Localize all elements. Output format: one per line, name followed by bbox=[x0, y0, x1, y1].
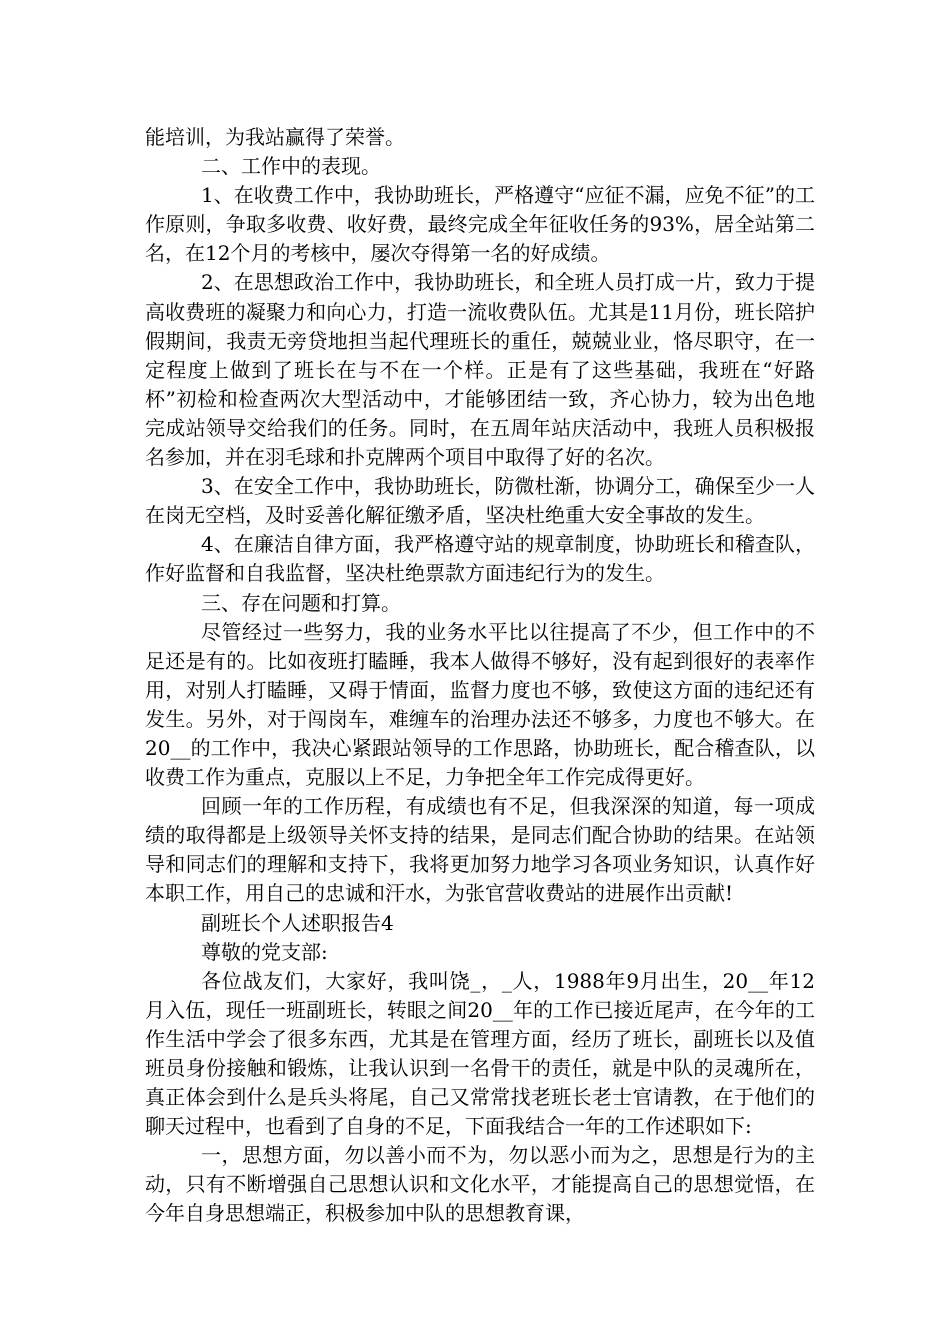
paragraph-safety-work: 3、在安全工作中，我协助班长，防微杜渐，协调分工，确保至少一人在岗无空档，及时妥善化解征缴矛盾，坚决杜绝重大安全事故的发生。 bbox=[145, 474, 815, 528]
paragraph-review: 回顾一年的工作历程，有成绩也有不足，但我深深的知道，每一项成绩的取得都是上级领导关怀支持的结果，是同志们配合协助的结果。在站领导和同志们的理解和支持下，我将更加努力地学习各项业务知识，认真作好本职工作，用自己的忠诚和汗水，为张官营收费站的进展作出贡献! bbox=[145, 794, 815, 906]
report-title: 副班长个人述职报告4 bbox=[201, 910, 394, 935]
section-heading-problems: 三、存在问题和打算。 bbox=[201, 590, 401, 615]
paragraph-toll-collection: 1、在收费工作中，我协助班长，严格遵守“应征不漏，应免不征”的工作原则，争取多收费、收好费，最终完成全年征收任务的93%，居全站第二名，在12个月的考核中，屡次夺得第一名的好成绩。 bbox=[145, 183, 815, 266]
paragraph-integrity: 4、在廉洁自律方面，我严格遵守站的规章制度，协助班长和稽查队，作好监督和自我监督，坚决杜绝票款方面违纪行为的发生。 bbox=[145, 532, 815, 586]
paragraph-thinking: 一，思想方面，勿以善小而不为，勿以恶小而为之，思想是行为的主动，只有不断增强自己思想认识和文化水平，才能提高自己的思想觉悟，在今年自身思想端正，积极参加中队的思想教育课， bbox=[145, 1143, 815, 1226]
paragraph-political-work: 2、在思想政治工作中，我协助班长，和全班人员打成一片，致力于提高收费班的凝聚力和向心力，打造一流收费队伍。尤其是11月份，班长陪护假期间，我责无旁贷地担当起代理班长的重任，兢兢业业，恪尽职守，在一定程度上做到了班长在与不在一个样。正是有了这些基础，我班在“好路杯”初检和检查两次大型活动中，才能够团结一致，齐心协力，较为出色地完成站领导交给我们的任务。同时，在五周年站庆活动中，我班人员积极报名参加，并在羽毛球和扑克牌两个项目中取得了好的名次。 bbox=[145, 270, 815, 470]
salutation: 尊敬的党支部: bbox=[201, 939, 328, 964]
paragraph-shortcomings: 尽管经过一些努力，我的业务水平比以往提高了不少，但工作中的不足还是有的。比如夜班打瞌睡，我本人做得不够好，没有起到很好的表率作用，对别人打瞌睡，又碍于情面，监督力度也不够，致使这方面的违纪还有发生。另外，对于闯岗车，难缠车的治理办法还不够多，力度也不够大。在20__的工作中，我决心紧跟站领导的工作思路，协助班长，配合稽查队，以收费工作为重点，克服以上不足，力争把全年工作完成得更好。 bbox=[145, 619, 815, 790]
section-heading-performance: 二、工作中的表现。 bbox=[201, 154, 381, 179]
paragraph-continuation: 能培训，为我站赢得了荣誉。 bbox=[145, 125, 405, 149]
document-body bbox=[145, 123, 815, 1229]
paragraph-introduction: 各位战友们，大家好，我叫饶_，_人，1988年9月出生，20__年12月入伍，现任一班副班长，转眼之间20__年的工作已接近尾声，在今年的工作生活中学会了很多东西，尤其是在管理方面，经历了班长，副班长以及值班员身份接触和锻炼，让我认识到一名骨干的责任，就是中队的灵魂所在，真正体会到什么是兵头将尾，自己又常常找老班长老士官请教，在于他们的聊天过程中，也看到了自身的不足，下面我结合一年的工作述职如下: bbox=[145, 968, 815, 1139]
